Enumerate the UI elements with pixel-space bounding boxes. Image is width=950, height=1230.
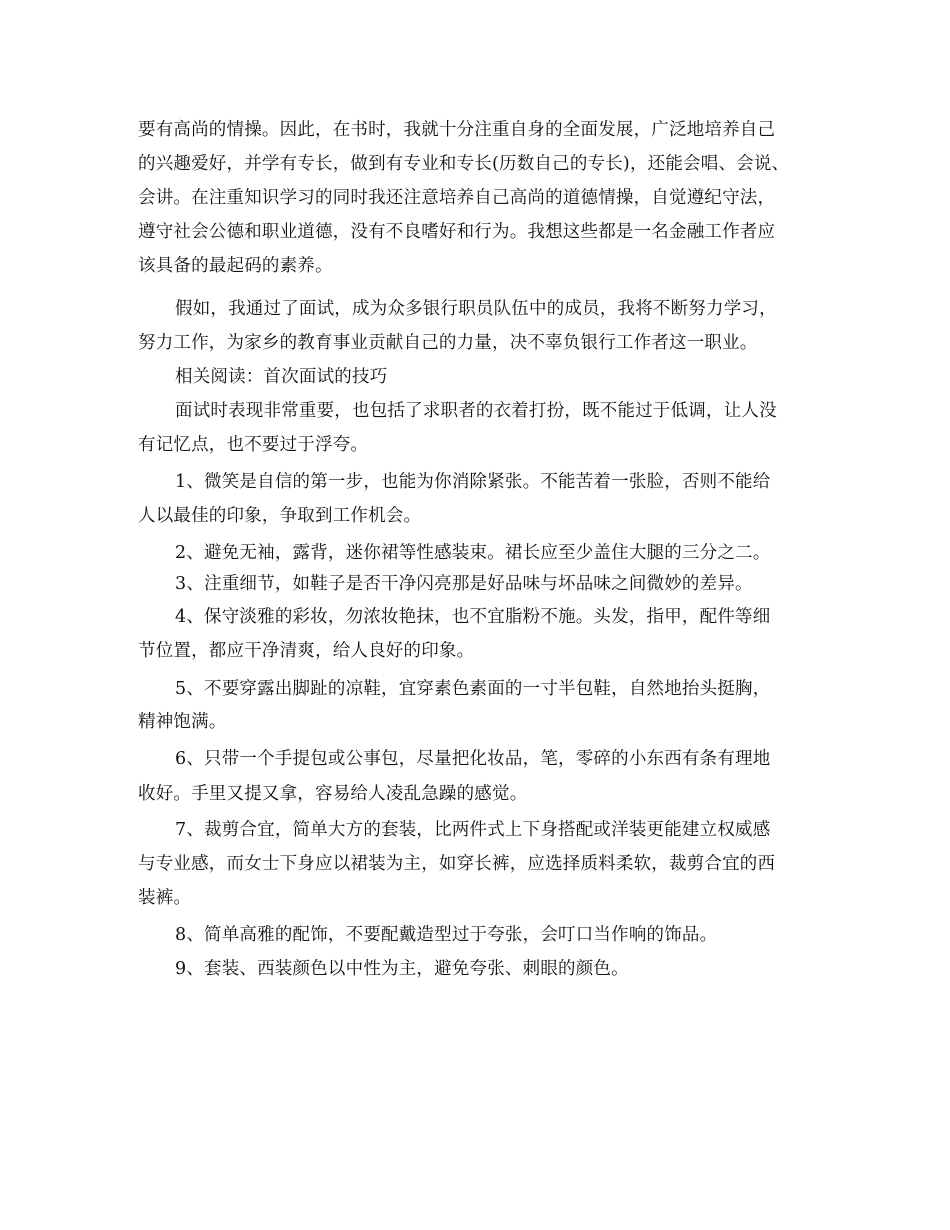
list-item: 2、避免无袖，露背，迷你裙等性感装束。裙长应至少盖住大腿的三分之二。	[175, 543, 771, 563]
text-line: 有记忆点，也不要过于浮夸。	[138, 435, 369, 455]
list-item: 9、套装、西装颜色以中性为主，避免夸张、刺眼的颜色。	[175, 959, 629, 979]
text-line: 与专业感，而女士下身应以裙装为主，如穿长裤，应选择质料柔软，裁剪合宜的西	[138, 854, 776, 874]
text-line: 会讲。在注重知识学习的同时我还注意培养自己高尚的道德情操，自觉遵纪守法，	[138, 188, 776, 208]
list-item: 3、注重细节，如鞋子是否干净闪亮那是好品味与坏品味之间微妙的差异。	[175, 574, 753, 594]
text-line: 努力工作，为家乡的教育事业贡献自己的力量，决不辜负银行工作者这一职业。	[138, 333, 758, 353]
list-item: 8、简单高雅的配饰，不要配戴造型过于夸张，会叮口当作响的饰品。	[175, 925, 718, 945]
list-item: 5、不要穿露出脚趾的凉鞋，宜穿素色素面的一寸半包鞋，自然地抬头挺胸，	[175, 679, 771, 699]
text-line: 遵守社会公德和职业道德，没有不良嗜好和行为。我想这些都是一名金融工作者应	[138, 222, 776, 242]
text-line: 节位置，都应干净清爽，给人良好的印象。	[138, 641, 475, 661]
text-line: 精神饱满。	[138, 712, 227, 732]
list-item: 7、裁剪合宜，简单大方的套装，比两件式上下身搭配或洋装更能建立权威感	[175, 820, 771, 840]
text-line: 面试时表现非常重要，也包括了求职者的衣着打扮，既不能过于低调，让人没	[175, 401, 777, 421]
list-item: 1、微笑是自信的第一步，也能为你消除紧张。不能苦着一张脸，否则不能给	[175, 472, 771, 492]
text-line: 收好。手里又提又拿，容易给人凌乱急躁的感觉。	[138, 784, 528, 804]
list-item: 6、只带一个手提包或公事包，尽量把化妆品，笔，零碎的小东西有条有理地	[175, 749, 771, 769]
section-heading: 相关阅读：首次面试的技巧	[175, 367, 388, 387]
list-item: 4、保守淡雅的彩妆，勿浓妆艳抹，也不宜脂粉不施。头发，指甲，配件等细	[175, 607, 771, 627]
text-line: 该具备的最起码的素养。	[138, 256, 333, 276]
text-line: 假如，我通过了面试，成为众多银行职员队伍中的成员，我将不断努力学习，	[175, 299, 777, 319]
text-line: 人以最佳的印象，争取到工作机会。	[138, 506, 422, 526]
text-line: 装裤。	[138, 888, 192, 908]
text-line: 的兴趣爱好，并学有专长，做到有专业和专长(历数自己的专长)，还能会唱、会说、	[138, 154, 790, 174]
text-line: 要有高尚的情操。因此，在书时，我就十分注重自身的全面发展，广泛地培养自己	[138, 120, 776, 140]
